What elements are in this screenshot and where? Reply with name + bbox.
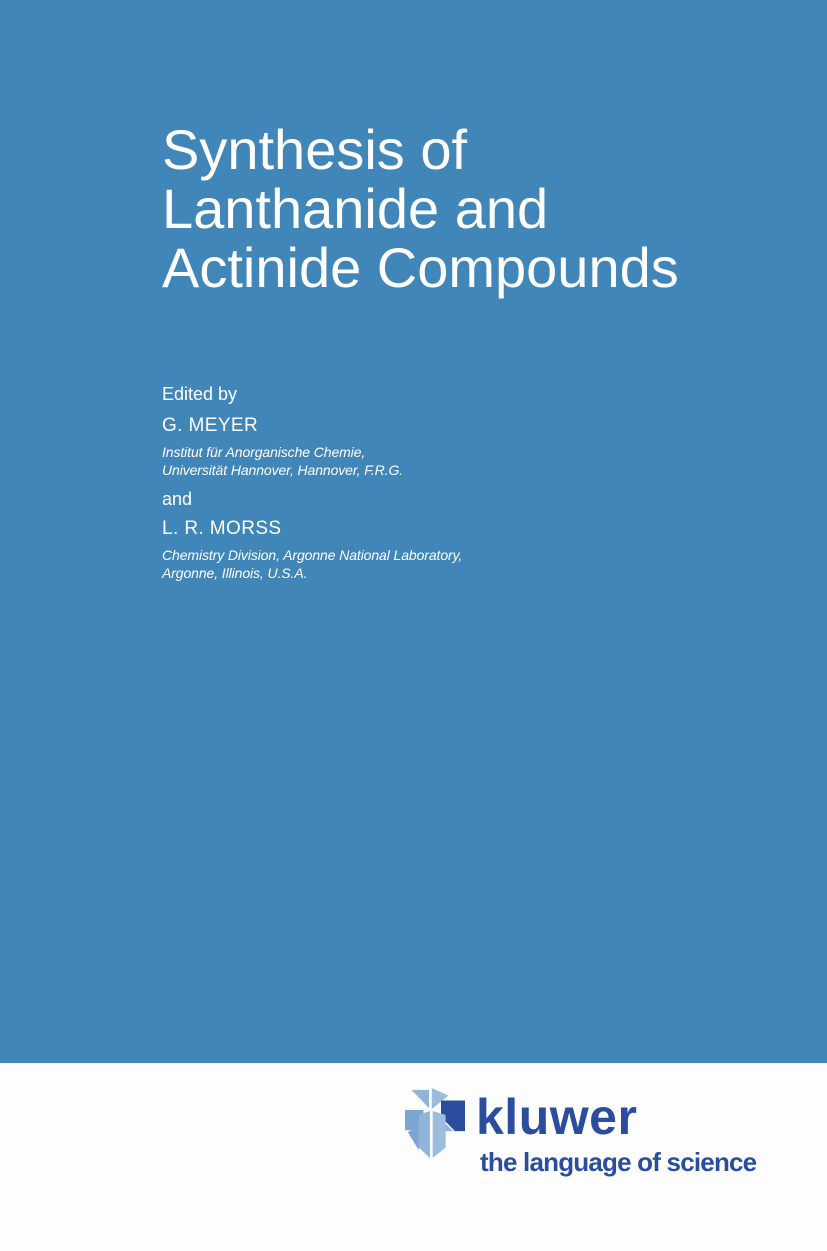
book-title — [162, 120, 679, 297]
title-line-1: Synthesis of — [162, 118, 468, 181]
publisher-name: kluwer — [476, 1089, 638, 1145]
editor-name-meyer: G. MEYER — [162, 415, 259, 436]
conjunction-and: and — [162, 489, 193, 509]
title-line-3: Actinide Compounds — [162, 236, 679, 299]
publisher-footer — [0, 1063, 827, 1251]
affiliation-line: Universität Hannover, Hannover, F.R.G. — [162, 462, 404, 478]
affiliation-line: Chemistry Division, Argonne National Laboratory, — [162, 547, 463, 563]
publisher-tagline: the language of science — [480, 1147, 757, 1177]
editor-affiliation-morss — [162, 546, 462, 582]
editor-name-morss: L. R. MORSS — [162, 518, 282, 539]
affiliation-line: Argonne, Illinois, U.S.A. — [162, 565, 308, 581]
kluwer-pinwheel-logo-icon — [405, 1088, 465, 1158]
edited-by-label: Edited by — [162, 384, 238, 404]
affiliation-line: Institut für Anorganische Chemie, — [162, 444, 366, 460]
title-line-2: Lanthanide and — [162, 177, 549, 240]
editor-affiliation-meyer — [162, 443, 462, 479]
editors-block — [162, 383, 462, 582]
